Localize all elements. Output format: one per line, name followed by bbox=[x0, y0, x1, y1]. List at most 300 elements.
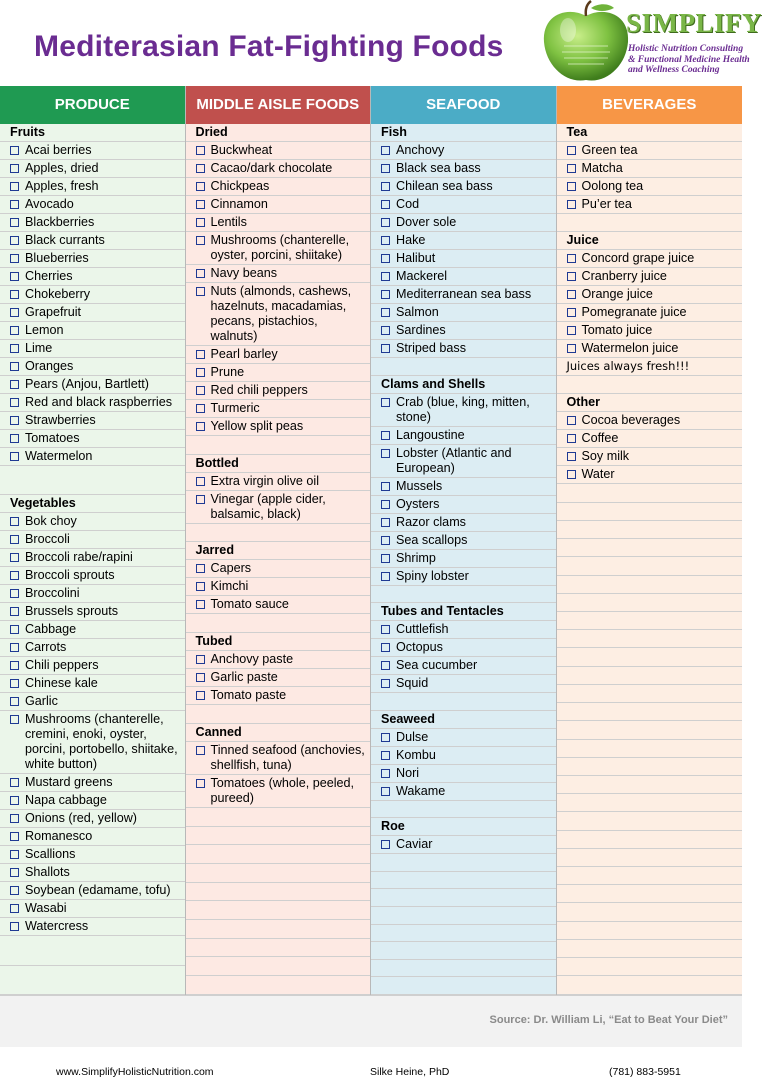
checkbox-icon[interactable] bbox=[381, 536, 390, 545]
row-text: Capers bbox=[210, 561, 252, 576]
checkbox-icon[interactable] bbox=[567, 434, 576, 443]
list-item[interactable] bbox=[371, 427, 556, 445]
blank-row bbox=[557, 976, 743, 994]
row-text: Onions (red, yellow) bbox=[25, 811, 137, 826]
checkbox-icon[interactable] bbox=[10, 553, 19, 562]
checkbox-icon[interactable] bbox=[567, 452, 576, 461]
checkbox-icon[interactable] bbox=[10, 344, 19, 353]
checkbox-icon[interactable] bbox=[196, 495, 205, 504]
checkbox-icon[interactable] bbox=[10, 290, 19, 299]
list-item[interactable] bbox=[0, 376, 185, 394]
row-text: Cabbage bbox=[25, 622, 77, 637]
list-item[interactable] bbox=[557, 340, 743, 358]
checkbox-icon[interactable] bbox=[196, 422, 205, 431]
checkbox-icon[interactable] bbox=[381, 308, 390, 317]
category-heading bbox=[371, 376, 556, 394]
checkbox-icon[interactable] bbox=[381, 431, 390, 440]
green-apple-icon bbox=[538, 0, 634, 86]
blank-row bbox=[557, 849, 743, 867]
checkbox-icon[interactable] bbox=[381, 326, 390, 335]
row-text: Broccolini bbox=[25, 586, 80, 601]
checkbox-icon[interactable] bbox=[10, 661, 19, 670]
list-item[interactable] bbox=[186, 178, 371, 196]
list-item[interactable] bbox=[371, 621, 556, 639]
checkbox-icon[interactable] bbox=[10, 517, 19, 526]
row-text: Crab (blue, king, mitten, stone) bbox=[396, 394, 530, 424]
list-item[interactable] bbox=[186, 265, 371, 283]
blank-row bbox=[186, 901, 371, 920]
checkbox-icon[interactable] bbox=[196, 269, 205, 278]
checkbox-icon[interactable] bbox=[381, 554, 390, 563]
list-item[interactable] bbox=[0, 286, 185, 304]
checkbox-icon[interactable] bbox=[10, 452, 19, 461]
list-item[interactable] bbox=[0, 900, 185, 918]
list-item[interactable] bbox=[0, 585, 185, 603]
list-item[interactable] bbox=[0, 639, 185, 657]
list-item[interactable] bbox=[0, 531, 185, 549]
checkbox-icon[interactable] bbox=[10, 218, 19, 227]
list-item[interactable] bbox=[0, 214, 185, 232]
list-item[interactable] bbox=[0, 918, 185, 936]
blank-row bbox=[557, 831, 743, 849]
row-text: Mushrooms (chanterelle, cremini, enoki, oyster, porcini, portobello, shiitake, white button) bbox=[25, 712, 178, 772]
list-item[interactable] bbox=[186, 560, 371, 578]
checkbox-icon[interactable] bbox=[10, 182, 19, 191]
category-heading bbox=[186, 542, 371, 560]
blank-row bbox=[557, 903, 743, 921]
blank-row bbox=[0, 466, 185, 495]
checkbox-icon[interactable] bbox=[10, 886, 19, 895]
row-text: Black sea bass bbox=[396, 161, 481, 175]
row-text: Juices always fresh!!! bbox=[566, 359, 690, 374]
row-text: Broccoli sprouts bbox=[25, 568, 115, 583]
list-item[interactable] bbox=[0, 657, 185, 675]
list-item[interactable] bbox=[186, 160, 371, 178]
row-text: Tubed bbox=[195, 634, 233, 649]
checkbox-icon[interactable] bbox=[381, 661, 390, 670]
list-item[interactable] bbox=[371, 836, 556, 854]
checkbox-icon[interactable] bbox=[567, 344, 576, 353]
checkbox-icon[interactable] bbox=[381, 182, 390, 191]
list-item[interactable] bbox=[0, 846, 185, 864]
list-item[interactable] bbox=[186, 473, 371, 491]
checkbox-icon[interactable] bbox=[10, 607, 19, 616]
row-text: Cod bbox=[396, 197, 420, 211]
row-text: Striped bass bbox=[396, 341, 467, 355]
checkbox-icon[interactable] bbox=[381, 449, 390, 458]
checkbox-icon[interactable] bbox=[381, 290, 390, 299]
checkbox-icon[interactable] bbox=[196, 673, 205, 682]
checkbox-icon[interactable] bbox=[196, 287, 205, 296]
checkbox-icon[interactable] bbox=[196, 146, 205, 155]
checkbox-icon[interactable] bbox=[196, 600, 205, 609]
blank-row bbox=[186, 939, 371, 958]
list-item[interactable] bbox=[371, 178, 556, 196]
checkbox-icon[interactable] bbox=[196, 368, 205, 377]
list-item[interactable] bbox=[0, 711, 185, 774]
list-item[interactable] bbox=[186, 382, 371, 400]
checkbox-icon[interactable] bbox=[10, 850, 19, 859]
row-text: Shrimp bbox=[396, 550, 436, 565]
checkbox-icon[interactable] bbox=[381, 218, 390, 227]
checkbox-icon[interactable] bbox=[567, 272, 576, 281]
list-item[interactable] bbox=[371, 394, 556, 427]
checkbox-icon[interactable] bbox=[196, 477, 205, 486]
checkbox-icon[interactable] bbox=[567, 164, 576, 173]
list-item[interactable] bbox=[371, 160, 556, 178]
list-item[interactable] bbox=[0, 603, 185, 621]
list-item[interactable] bbox=[371, 657, 556, 675]
list-item[interactable] bbox=[371, 445, 556, 478]
list-item[interactable] bbox=[0, 178, 185, 196]
list-item[interactable] bbox=[0, 774, 185, 792]
source-bar bbox=[0, 995, 742, 1047]
row-text: Nuts (almonds, cashews, hazelnuts, macadamias, pecans, pistachios, walnuts) bbox=[210, 284, 352, 343]
checkbox-icon[interactable] bbox=[381, 146, 390, 155]
checkbox-icon[interactable] bbox=[10, 868, 19, 877]
checkbox-icon[interactable] bbox=[381, 398, 390, 407]
list-item[interactable] bbox=[557, 142, 743, 160]
list-item[interactable] bbox=[186, 651, 371, 669]
list-item[interactable] bbox=[0, 160, 185, 178]
list-item[interactable] bbox=[371, 639, 556, 657]
list-item[interactable] bbox=[557, 412, 743, 430]
row-text: Watercress bbox=[25, 919, 89, 934]
row-text: Sea scallops bbox=[396, 532, 468, 547]
checkbox-icon[interactable] bbox=[10, 589, 19, 598]
blank-row bbox=[371, 889, 556, 907]
footer-phone: (781) 883-5951 bbox=[609, 1066, 681, 1078]
list-item[interactable] bbox=[0, 882, 185, 900]
checkbox-icon[interactable] bbox=[10, 715, 19, 724]
checkbox-icon[interactable] bbox=[10, 434, 19, 443]
blank-row bbox=[557, 594, 743, 612]
checkbox-icon[interactable] bbox=[381, 272, 390, 281]
checkbox-icon[interactable] bbox=[196, 164, 205, 173]
checkbox-icon[interactable] bbox=[196, 182, 205, 191]
blank-row bbox=[557, 503, 743, 521]
list-item[interactable] bbox=[371, 568, 556, 586]
checkbox-icon[interactable] bbox=[10, 146, 19, 155]
checkbox-icon[interactable] bbox=[381, 164, 390, 173]
list-item[interactable] bbox=[557, 286, 743, 304]
list-item[interactable] bbox=[0, 250, 185, 268]
blank-row bbox=[557, 867, 743, 885]
checkbox-icon[interactable] bbox=[196, 218, 205, 227]
list-item[interactable] bbox=[0, 810, 185, 828]
checkbox-icon[interactable] bbox=[10, 308, 19, 317]
list-item[interactable] bbox=[0, 412, 185, 430]
list-item[interactable] bbox=[186, 742, 371, 775]
row-text: Cinnamon bbox=[210, 197, 268, 211]
list-item[interactable] bbox=[371, 304, 556, 322]
row-text: Tomatoes bbox=[25, 431, 80, 445]
checkbox-icon[interactable] bbox=[196, 236, 205, 245]
list-item[interactable] bbox=[0, 322, 185, 340]
checkbox-icon[interactable] bbox=[567, 182, 576, 191]
row-text: Oolong tea bbox=[581, 179, 644, 193]
list-item[interactable] bbox=[186, 283, 371, 346]
checkbox-icon[interactable] bbox=[10, 922, 19, 931]
checkbox-icon[interactable] bbox=[196, 691, 205, 700]
list-item[interactable] bbox=[557, 322, 743, 340]
checkbox-icon[interactable] bbox=[381, 254, 390, 263]
column-produce bbox=[0, 86, 186, 995]
list-item[interactable] bbox=[186, 400, 371, 418]
checkbox-icon[interactable] bbox=[381, 840, 390, 849]
row-text: Salmon bbox=[396, 305, 439, 319]
checkbox-icon[interactable] bbox=[381, 200, 390, 209]
list-item[interactable] bbox=[371, 214, 556, 232]
row-text: Tomato paste bbox=[210, 688, 287, 703]
checkbox-icon[interactable] bbox=[381, 679, 390, 688]
list-item[interactable] bbox=[0, 864, 185, 882]
category-heading bbox=[186, 124, 371, 142]
checkbox-icon[interactable] bbox=[10, 832, 19, 841]
list-item[interactable] bbox=[186, 578, 371, 596]
list-item[interactable] bbox=[186, 687, 371, 705]
row-text: Prune bbox=[210, 365, 245, 379]
list-item[interactable] bbox=[557, 250, 743, 268]
list-item[interactable] bbox=[186, 232, 371, 265]
checkbox-icon[interactable] bbox=[567, 470, 576, 479]
blank-row bbox=[557, 539, 743, 557]
blank-row bbox=[371, 693, 556, 711]
checkbox-icon[interactable] bbox=[10, 796, 19, 805]
list-item[interactable] bbox=[0, 549, 185, 567]
checkbox-icon[interactable] bbox=[10, 814, 19, 823]
list-item[interactable] bbox=[0, 232, 185, 250]
footer-author: Silke Heine, PhD bbox=[370, 1066, 450, 1078]
checkbox-icon[interactable] bbox=[10, 254, 19, 263]
row-text: Red and black raspberries bbox=[25, 395, 173, 409]
checkbox-icon[interactable] bbox=[381, 572, 390, 581]
row-text: Canned bbox=[195, 724, 242, 739]
row-text: Chilean sea bass bbox=[396, 179, 493, 193]
header-beverages: BEVERAGES bbox=[557, 86, 743, 124]
list-item[interactable] bbox=[0, 340, 185, 358]
checkbox-icon[interactable] bbox=[196, 386, 205, 395]
column-middle-aisle bbox=[186, 86, 372, 995]
checkbox-icon[interactable] bbox=[196, 779, 205, 788]
checkbox-icon[interactable] bbox=[10, 625, 19, 634]
list-item[interactable] bbox=[557, 448, 743, 466]
list-item[interactable] bbox=[0, 430, 185, 448]
checkbox-icon[interactable] bbox=[196, 582, 205, 591]
list-item[interactable] bbox=[557, 196, 743, 214]
list-item[interactable] bbox=[0, 304, 185, 322]
checkbox-icon[interactable] bbox=[10, 380, 19, 389]
list-item[interactable] bbox=[371, 550, 556, 568]
list-item[interactable] bbox=[0, 693, 185, 711]
blank-row bbox=[557, 776, 743, 794]
list-item[interactable] bbox=[186, 364, 371, 382]
checkbox-icon[interactable] bbox=[381, 236, 390, 245]
row-text: Cherries bbox=[25, 269, 73, 283]
row-text: Mussels bbox=[396, 478, 443, 493]
checkbox-icon[interactable] bbox=[10, 272, 19, 281]
blank-row bbox=[186, 920, 371, 939]
row-text: Kimchi bbox=[210, 579, 249, 594]
list-item[interactable] bbox=[0, 394, 185, 412]
blank-row bbox=[186, 883, 371, 902]
list-item[interactable] bbox=[371, 142, 556, 160]
list-item[interactable] bbox=[186, 214, 371, 232]
blank-row bbox=[371, 801, 556, 819]
checkbox-icon[interactable] bbox=[10, 326, 19, 335]
checkbox-icon[interactable] bbox=[10, 778, 19, 787]
row-text: Pu’er tea bbox=[581, 197, 632, 211]
checkbox-icon[interactable] bbox=[196, 564, 205, 573]
list-item[interactable] bbox=[0, 358, 185, 376]
row-text: Roe bbox=[381, 819, 405, 834]
row-text: Dulse bbox=[396, 729, 429, 744]
list-item[interactable] bbox=[0, 675, 185, 693]
list-item[interactable] bbox=[371, 514, 556, 532]
checkbox-icon[interactable] bbox=[10, 164, 19, 173]
row-text: Soybean (edamame, tofu) bbox=[25, 883, 171, 898]
checkbox-icon[interactable] bbox=[196, 404, 205, 413]
list-item[interactable] bbox=[371, 765, 556, 783]
list-item[interactable] bbox=[371, 675, 556, 693]
list-item[interactable] bbox=[0, 513, 185, 531]
checkbox-icon[interactable] bbox=[567, 416, 576, 425]
category-heading bbox=[371, 603, 556, 621]
checkbox-icon[interactable] bbox=[567, 308, 576, 317]
row-text: Acai berries bbox=[25, 143, 92, 157]
checkbox-icon[interactable] bbox=[10, 697, 19, 706]
list-item[interactable] bbox=[371, 340, 556, 358]
checkbox-icon[interactable] bbox=[381, 500, 390, 509]
list-item[interactable] bbox=[371, 268, 556, 286]
list-item[interactable] bbox=[0, 142, 185, 160]
blank-row bbox=[557, 557, 743, 575]
checkbox-icon[interactable] bbox=[10, 643, 19, 652]
checkbox-icon[interactable] bbox=[10, 571, 19, 580]
blank-row bbox=[371, 925, 556, 943]
checkbox-icon[interactable] bbox=[567, 200, 576, 209]
checkbox-icon[interactable] bbox=[567, 290, 576, 299]
checkbox-icon[interactable] bbox=[196, 655, 205, 664]
checkbox-icon[interactable] bbox=[381, 787, 390, 796]
checkbox-icon[interactable] bbox=[381, 482, 390, 491]
row-text: Wasabi bbox=[25, 901, 67, 916]
checkbox-icon[interactable] bbox=[10, 416, 19, 425]
list-item[interactable] bbox=[0, 567, 185, 585]
list-item[interactable] bbox=[186, 491, 371, 524]
row-text: Jarred bbox=[195, 543, 235, 558]
row-text: Dover sole bbox=[396, 215, 457, 229]
blank-row bbox=[371, 942, 556, 960]
blank-row bbox=[557, 885, 743, 903]
checkbox-icon[interactable] bbox=[10, 362, 19, 371]
checkbox-icon[interactable] bbox=[381, 769, 390, 778]
list-item[interactable] bbox=[557, 268, 743, 286]
row-text: Extra virgin olive oil bbox=[210, 473, 319, 488]
list-item[interactable] bbox=[557, 430, 743, 448]
checkbox-icon[interactable] bbox=[381, 751, 390, 760]
checkbox-icon[interactable] bbox=[10, 904, 19, 913]
row-text: Soy milk bbox=[581, 449, 630, 464]
list-item[interactable] bbox=[371, 196, 556, 214]
row-text: Hake bbox=[396, 233, 426, 247]
list-item[interactable] bbox=[371, 232, 556, 250]
checkbox-icon[interactable] bbox=[10, 679, 19, 688]
list-item[interactable] bbox=[557, 178, 743, 196]
checkbox-icon[interactable] bbox=[567, 326, 576, 335]
list-item[interactable] bbox=[371, 478, 556, 496]
list-item[interactable] bbox=[186, 196, 371, 214]
checkbox-icon[interactable] bbox=[567, 146, 576, 155]
list-item[interactable] bbox=[186, 346, 371, 364]
row-text: Cranberry juice bbox=[581, 269, 667, 284]
blank-row bbox=[0, 936, 185, 965]
list-item[interactable] bbox=[371, 747, 556, 765]
list-item[interactable] bbox=[0, 448, 185, 466]
checkbox-icon[interactable] bbox=[10, 398, 19, 407]
checkbox-icon[interactable] bbox=[567, 254, 576, 263]
row-text: Tomatoes (whole, peeled, pureed) bbox=[210, 775, 355, 805]
checkbox-icon[interactable] bbox=[381, 344, 390, 353]
checkbox-icon[interactable] bbox=[196, 200, 205, 209]
list-item[interactable] bbox=[371, 532, 556, 550]
checkbox-icon[interactable] bbox=[10, 535, 19, 544]
list-item[interactable] bbox=[0, 196, 185, 214]
list-item[interactable] bbox=[186, 418, 371, 436]
list-item[interactable] bbox=[186, 775, 371, 808]
list-item[interactable] bbox=[186, 142, 371, 160]
checkbox-icon[interactable] bbox=[196, 746, 205, 755]
checkbox-icon[interactable] bbox=[381, 733, 390, 742]
row-text: Vinegar (apple cider, balsamic, black) bbox=[210, 491, 326, 521]
row-text: Oysters bbox=[396, 496, 440, 511]
checkbox-icon[interactable] bbox=[381, 625, 390, 634]
list-item[interactable] bbox=[557, 160, 743, 178]
row-text: Sardines bbox=[396, 323, 446, 337]
list-item[interactable] bbox=[0, 621, 185, 639]
blank-row bbox=[557, 685, 743, 703]
list-item[interactable] bbox=[371, 496, 556, 514]
checkbox-icon[interactable] bbox=[10, 236, 19, 245]
list-item[interactable] bbox=[371, 729, 556, 747]
list-item[interactable] bbox=[186, 596, 371, 614]
row-text: Green tea bbox=[581, 143, 638, 157]
checkbox-icon[interactable] bbox=[381, 643, 390, 652]
list-item[interactable] bbox=[371, 783, 556, 801]
checkbox-icon[interactable] bbox=[10, 200, 19, 209]
row-text: Apples, dried bbox=[25, 161, 99, 175]
list-item[interactable] bbox=[371, 322, 556, 340]
list-item[interactable] bbox=[186, 669, 371, 687]
list-item[interactable] bbox=[0, 828, 185, 846]
list-item[interactable] bbox=[371, 286, 556, 304]
list-item[interactable] bbox=[0, 792, 185, 810]
row-text: Coffee bbox=[581, 431, 619, 446]
footer-website[interactable]: www.SimplifyHolisticNutrition.com bbox=[56, 1066, 214, 1078]
list-item[interactable] bbox=[557, 466, 743, 484]
blank-row bbox=[371, 907, 556, 925]
checkbox-icon[interactable] bbox=[381, 518, 390, 527]
list-item[interactable] bbox=[0, 268, 185, 286]
category-heading bbox=[371, 711, 556, 729]
row-text: Tomato juice bbox=[581, 323, 653, 338]
blank-row bbox=[186, 976, 371, 995]
header-middle-aisle: MIDDLE AISLE FOODS bbox=[186, 86, 371, 124]
list-item[interactable] bbox=[557, 304, 743, 322]
row-text: Broccoli bbox=[25, 532, 70, 547]
list-item[interactable] bbox=[371, 250, 556, 268]
checkbox-icon[interactable] bbox=[196, 350, 205, 359]
